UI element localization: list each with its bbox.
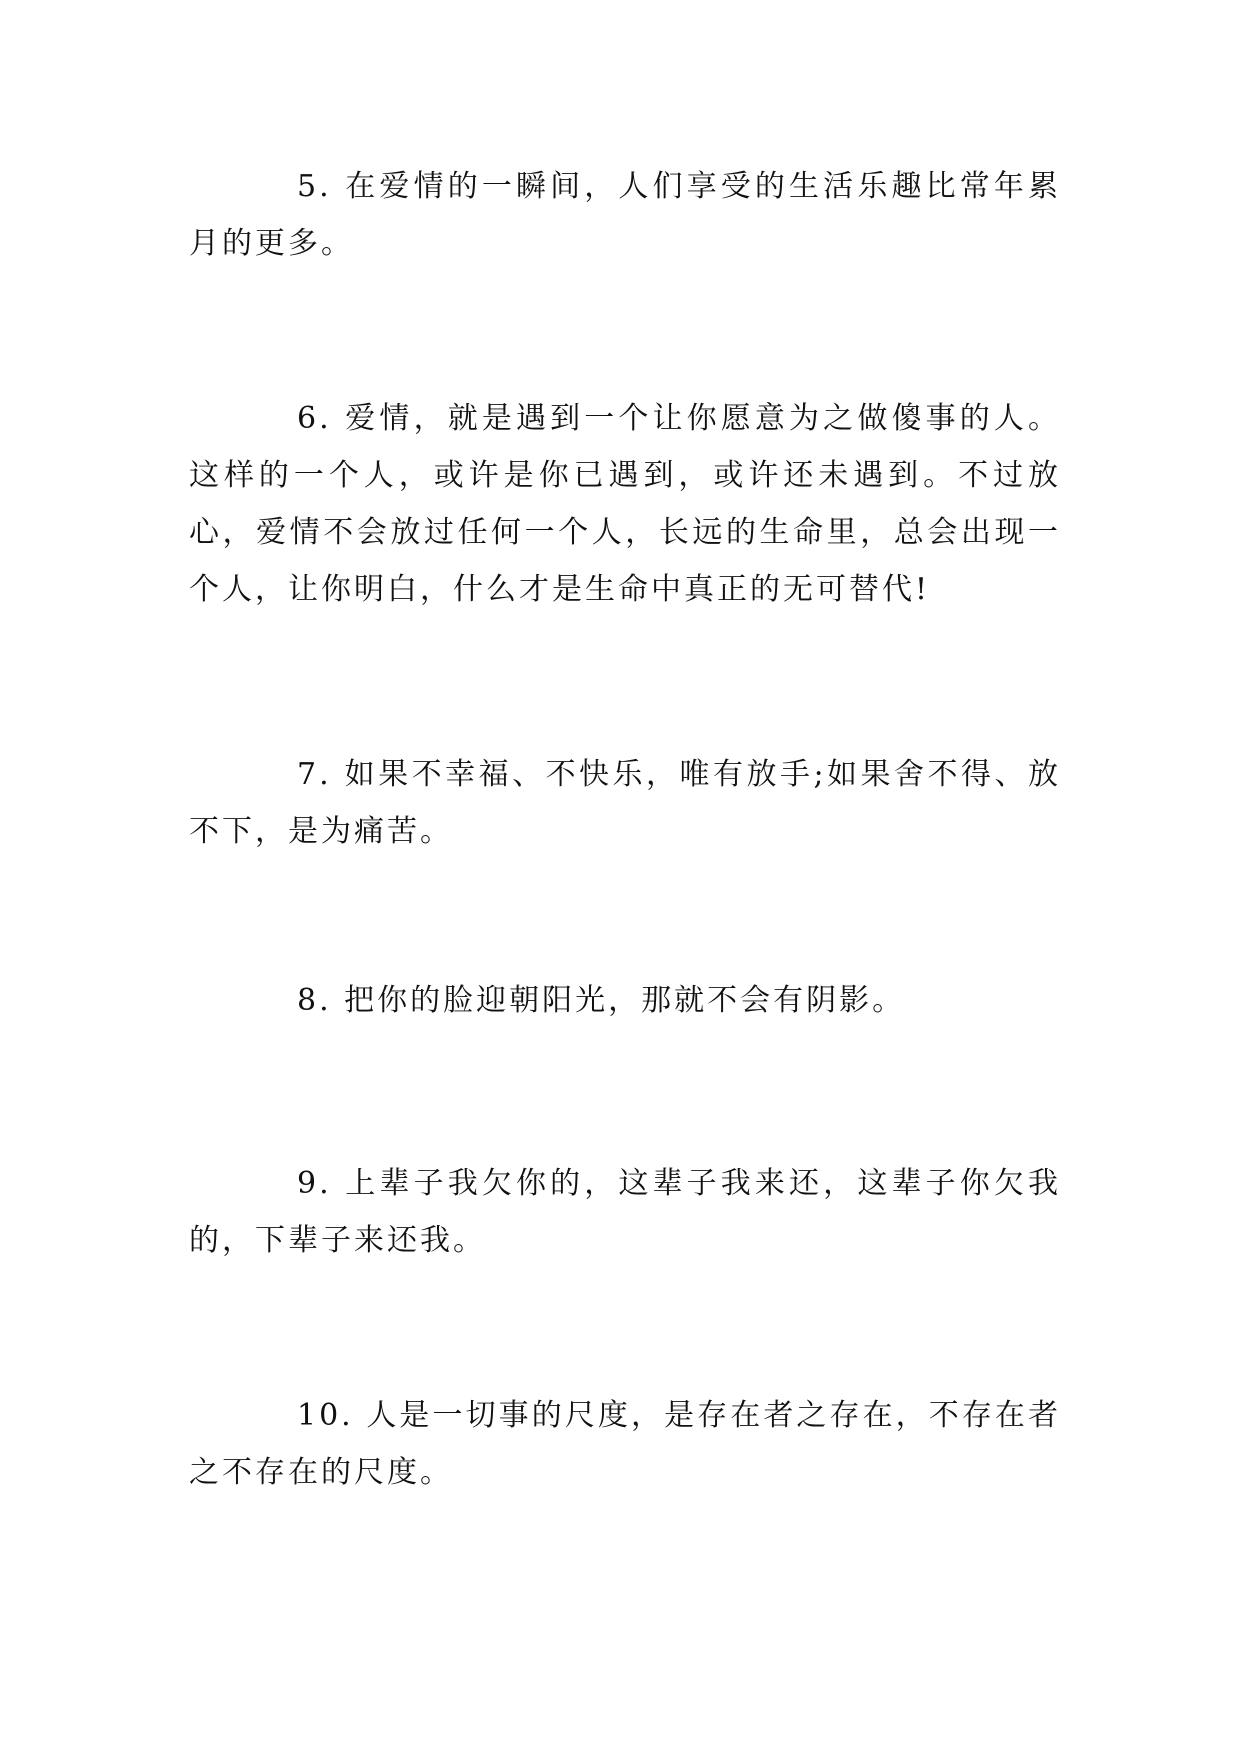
paragraph-quote-10: 10. 人是一切事的尺度，是存在者之存在，不存在者之不存在的尺度。 [189, 1398, 1061, 1490]
paragraph-quote-5: 5. 在爱情的一瞬间，人们享受的生活乐趣比常年累月的更多。 [189, 169, 1061, 261]
paragraph-quote-9: 9. 上辈子我欠你的，这辈子我来还，这辈子你欠我的，下辈子来还我。 [189, 1166, 1061, 1258]
paragraph-quote-7: 7. 如果不幸福、不快乐，唯有放手;如果舍不得、放不下，是为痛苦。 [189, 757, 1061, 849]
paragraph-quote-8: 8. 把你的脸迎朝阳光，那就不会有阴影。 [297, 983, 906, 1018]
paragraph-quote-6: 6. 爱情，就是遇到一个让你愿意为之做傻事的人。这样的一个人，或许是你已遇到，或许还未遇到。不过放心，爱情不会放过任何一个人，长远的生命里，总会出现一个人，让你明白，什么才是生命中真正的无可替代! [189, 401, 1061, 607]
